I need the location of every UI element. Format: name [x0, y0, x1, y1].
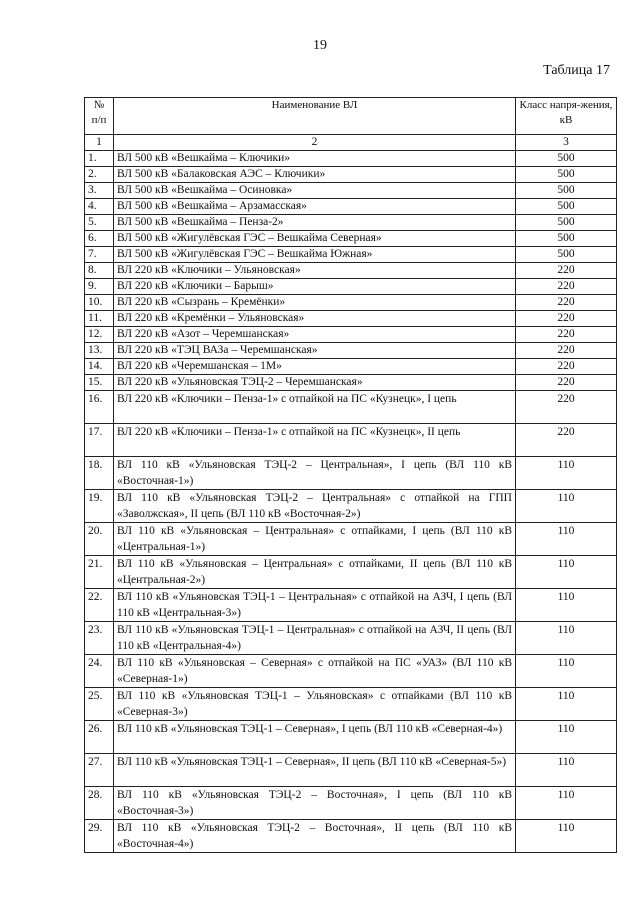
line-name: ВЛ 500 кВ «Балаковская АЭС – Ключики»: [114, 167, 516, 183]
table-row: [85, 688, 617, 721]
line-name: ВЛ 220 кВ «Кремёнки – Ульяновская»: [114, 311, 516, 327]
voltage-class: 220: [516, 311, 617, 327]
voltage-class: 110: [516, 490, 617, 523]
table-row: [85, 424, 617, 457]
table-row: [85, 167, 617, 183]
line-name: ВЛ 110 кВ «Ульяновская ТЭЦ-2 – Центральная», I цепь (ВЛ 110 кВ «Восточная-1»): [114, 457, 516, 490]
line-name: ВЛ 110 кВ «Ульяновская – Северная» с отпайкой на ПС «УАЗ» (ВЛ 110 кВ «Северная-1»): [114, 655, 516, 688]
voltage-class: 220: [516, 263, 617, 279]
row-number: 6.: [85, 231, 114, 247]
line-name: ВЛ 500 кВ «Жигулёвская ГЭС – Вешкайма Южная»: [114, 247, 516, 263]
voltage-class: 500: [516, 183, 617, 199]
row-number: 11.: [85, 311, 114, 327]
voltage-class: 500: [516, 247, 617, 263]
row-number: 28.: [85, 787, 114, 820]
row-number: 21.: [85, 556, 114, 589]
line-name: ВЛ 220 кВ «Черемшанская – 1М»: [114, 359, 516, 375]
line-name: ВЛ 110 кВ «Ульяновская ТЭЦ-1 – Северная», I цепь (ВЛ 110 кВ «Северная-4»): [114, 721, 516, 754]
table-row: [85, 622, 617, 655]
line-name: ВЛ 220 кВ «Ключики – Барыш»: [114, 279, 516, 295]
voltage-class: 110: [516, 556, 617, 589]
row-number: 3.: [85, 183, 114, 199]
table-row: [85, 311, 617, 327]
header-row: [85, 98, 617, 135]
voltage-class: 500: [516, 151, 617, 167]
voltage-class: 220: [516, 424, 617, 457]
row-number: 23.: [85, 622, 114, 655]
line-name: ВЛ 500 кВ «Вешкайма – Ключики»: [114, 151, 516, 167]
column-number: 1: [85, 135, 114, 151]
line-name: ВЛ 500 кВ «Жигулёвская ГЭС – Вешкайма Северная»: [114, 231, 516, 247]
line-name: ВЛ 220 кВ «Ключики – Пенза-1» с отпайкой на ПС «Кузнецк», II цепь: [114, 424, 516, 457]
table-row: [85, 151, 617, 167]
line-name: ВЛ 220 кВ «ТЭЦ ВАЗа – Черемшанская»: [114, 343, 516, 359]
table-row: [85, 231, 617, 247]
table-caption: Таблица 17: [543, 63, 610, 78]
row-number: 14.: [85, 359, 114, 375]
table-row: [85, 295, 617, 311]
row-number: 7.: [85, 247, 114, 263]
voltage-class: 110: [516, 820, 617, 853]
line-name: ВЛ 500 кВ «Вешкайма – Осиновка»: [114, 183, 516, 199]
table-row: [85, 199, 617, 215]
row-number: 22.: [85, 589, 114, 622]
voltage-class: 220: [516, 343, 617, 359]
voltage-class: 110: [516, 655, 617, 688]
table-row: [85, 375, 617, 391]
row-number: 24.: [85, 655, 114, 688]
voltage-class: 220: [516, 359, 617, 375]
row-number: 19.: [85, 490, 114, 523]
row-number: 27.: [85, 754, 114, 787]
line-name: ВЛ 110 кВ «Ульяновская ТЭЦ-1 – Ульяновская» с отпайками (ВЛ 110 кВ «Северная-3»): [114, 688, 516, 721]
table-row: [85, 523, 617, 556]
row-number: 13.: [85, 343, 114, 359]
header-voltage: Класс напря-жения, кВ: [516, 98, 617, 135]
line-name: ВЛ 220 кВ «Ключики – Ульяновская»: [114, 263, 516, 279]
voltage-class: 500: [516, 231, 617, 247]
voltage-class: 500: [516, 199, 617, 215]
row-number: 4.: [85, 199, 114, 215]
table-row: [85, 247, 617, 263]
row-number: 18.: [85, 457, 114, 490]
table-row: [85, 820, 617, 853]
voltage-class: 110: [516, 622, 617, 655]
table-row: [85, 721, 617, 754]
table-row: [85, 279, 617, 295]
row-number: 9.: [85, 279, 114, 295]
column-number: 3: [516, 135, 617, 151]
voltage-class: 220: [516, 327, 617, 343]
line-name: ВЛ 110 кВ «Ульяновская ТЭЦ-1 – Центральная» с отпайкой на АЗЧ, II цепь (ВЛ 110 кВ «Центральная-4»): [114, 622, 516, 655]
voltage-class: 110: [516, 787, 617, 820]
row-number: 2.: [85, 167, 114, 183]
line-name: ВЛ 110 кВ «Ульяновская ТЭЦ-1 – Центральная» с отпайкой на АЗЧ, I цепь (ВЛ 110 кВ «Центральная-3»): [114, 589, 516, 622]
voltage-class: 500: [516, 167, 617, 183]
table-row: [85, 263, 617, 279]
table-row: [85, 754, 617, 787]
table-row: [85, 183, 617, 199]
row-number: 1.: [85, 151, 114, 167]
voltage-class: 110: [516, 754, 617, 787]
voltage-class: 110: [516, 457, 617, 490]
line-name: ВЛ 220 кВ «Ульяновская ТЭЦ-2 – Черемшанская»: [114, 375, 516, 391]
table-row: [85, 457, 617, 490]
table-row: [85, 327, 617, 343]
line-name: ВЛ 110 кВ «Ульяновская ТЭЦ-2 – Восточная», I цепь (ВЛ 110 кВ «Восточная-3»): [114, 787, 516, 820]
voltage-class: 110: [516, 523, 617, 556]
table-body: [85, 151, 617, 853]
voltage-class: 220: [516, 295, 617, 311]
row-number: 15.: [85, 375, 114, 391]
voltage-class: 220: [516, 391, 617, 424]
line-name: ВЛ 110 кВ «Ульяновская ТЭЦ-1 – Северная», II цепь (ВЛ 110 кВ «Северная-5»): [114, 754, 516, 787]
row-number: 17.: [85, 424, 114, 457]
table-row: [85, 343, 617, 359]
header-name: Наименование ВЛ: [114, 98, 516, 135]
line-name: ВЛ 220 кВ «Ключики – Пенза-1» с отпайкой на ПС «Кузнецк», I цепь: [114, 391, 516, 424]
line-name: ВЛ 110 кВ «Ульяновская – Центральная» с отпайками, II цепь (ВЛ 110 кВ «Центральная-2»): [114, 556, 516, 589]
line-name: ВЛ 500 кВ «Вешкайма – Арзамасская»: [114, 199, 516, 215]
row-number: 26.: [85, 721, 114, 754]
table-row: [85, 787, 617, 820]
line-name: ВЛ 110 кВ «Ульяновская ТЭЦ-2 – Восточная», II цепь (ВЛ 110 кВ «Восточная-4»): [114, 820, 516, 853]
row-number: 16.: [85, 391, 114, 424]
voltage-class: 110: [516, 721, 617, 754]
table-row: [85, 655, 617, 688]
line-name: ВЛ 110 кВ «Ульяновская ТЭЦ-2 – Центральная» с отпайкой на ГПП «Заволжская», II цепь (ВЛ 110 кВ «Восточная-2»): [114, 490, 516, 523]
table-row: [85, 589, 617, 622]
header-num: № п/п: [85, 98, 114, 135]
table-row: [85, 391, 617, 424]
row-number: 10.: [85, 295, 114, 311]
table-row: [85, 215, 617, 231]
table-row: [85, 359, 617, 375]
table-row: [85, 490, 617, 523]
row-number: 5.: [85, 215, 114, 231]
voltage-class: 220: [516, 279, 617, 295]
line-name: ВЛ 110 кВ «Ульяновская – Центральная» с отпайками, I цепь (ВЛ 110 кВ «Центральная-1»): [114, 523, 516, 556]
row-number: 25.: [85, 688, 114, 721]
line-name: ВЛ 500 кВ «Вешкайма – Пенза-2»: [114, 215, 516, 231]
power-lines-table: [84, 97, 617, 853]
column-number: 2: [114, 135, 516, 151]
row-number: 8.: [85, 263, 114, 279]
voltage-class: 110: [516, 688, 617, 721]
voltage-class: 500: [516, 215, 617, 231]
line-name: ВЛ 220 кВ «Азот – Черемшанская»: [114, 327, 516, 343]
row-number: 29.: [85, 820, 114, 853]
page-number: 19: [313, 38, 327, 53]
row-number: 12.: [85, 327, 114, 343]
line-name: ВЛ 220 кВ «Сызрань – Кремёнки»: [114, 295, 516, 311]
column-number-row: [85, 135, 617, 151]
voltage-class: 110: [516, 589, 617, 622]
row-number: 20.: [85, 523, 114, 556]
table-row: [85, 556, 617, 589]
voltage-class: 220: [516, 375, 617, 391]
